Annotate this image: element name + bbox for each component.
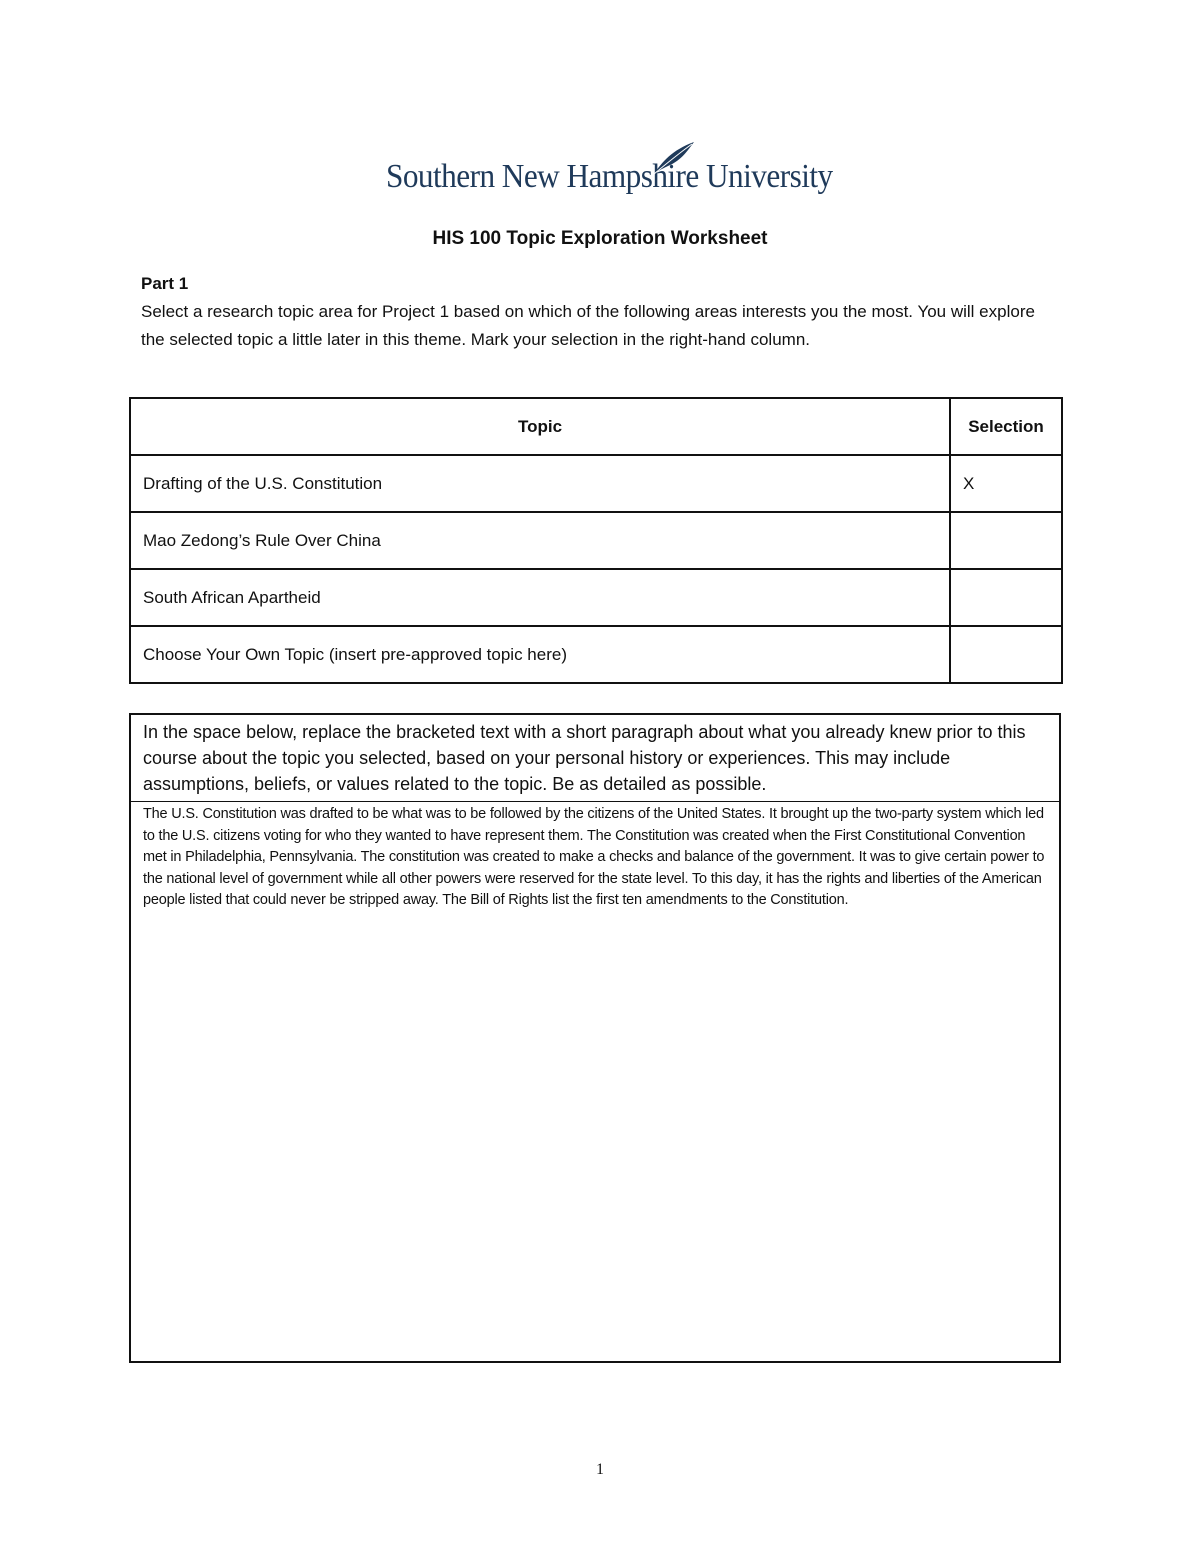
response-box [129, 713, 1061, 1363]
topic-cell: Choose Your Own Topic (insert pre-approved topic here) [130, 626, 950, 683]
header-selection: Selection [950, 398, 1062, 455]
header-topic: Topic [130, 398, 950, 455]
selection-cell[interactable]: X [950, 455, 1062, 512]
selection-cell[interactable] [950, 626, 1062, 683]
selection-cell[interactable] [950, 512, 1062, 569]
university-logo [386, 140, 833, 210]
feather-icon [648, 140, 696, 176]
response-prompt: In the space below, replace the bracketed text with a short paragraph about what you already knew prior to this course about the topic you selected, based on your personal history or experiences. This may include assumptions, beliefs, or values related to the topic. Be as detailed as possible. [131, 715, 1059, 802]
page-number: 1 [596, 1461, 604, 1478]
topic-cell: Drafting of the U.S. Constitution [130, 455, 950, 512]
logo-wordmark: Southern New Hampshire University [386, 158, 833, 195]
document-title: HIS 100 Topic Exploration Worksheet [432, 228, 768, 249]
topic-cell: Mao Zedong’s Rule Over China [130, 512, 950, 569]
table-row [130, 455, 1062, 512]
table-row [130, 512, 1062, 569]
table-row [130, 569, 1062, 626]
table-row [130, 626, 1062, 683]
topic-selection-table [129, 397, 1063, 684]
topic-cell: South African Apartheid [130, 569, 950, 626]
instructions-paragraph: Select a research topic area for Project 1 based on which of the following areas interests you the most. You will explore the selected topic a little later in this theme. Mark your selection in the right-hand column. [141, 302, 1035, 349]
response-answer[interactable]: The U.S. Constitution was drafted to be what was to be followed by the citizens of the United States. It brought up the two-party system which led to the U.S. citizens voting for who they wanted to have represent them. The Constitution was created when the First Constitutional Convention met in Philadelphia, Pennsylvania. The constitution was created to make a checks and balance of the government. It was to give certain power to the national level of government while all other powers were reserved for the state level. To this day, it has the rights and liberties of the American people listed that could never be stripped away. The Bill of Rights list the first ten amendments to the Constitution. [143, 806, 1045, 908]
table-header-row [130, 398, 1062, 455]
part-heading: Part 1 [141, 274, 189, 293]
selection-cell[interactable] [950, 569, 1062, 626]
